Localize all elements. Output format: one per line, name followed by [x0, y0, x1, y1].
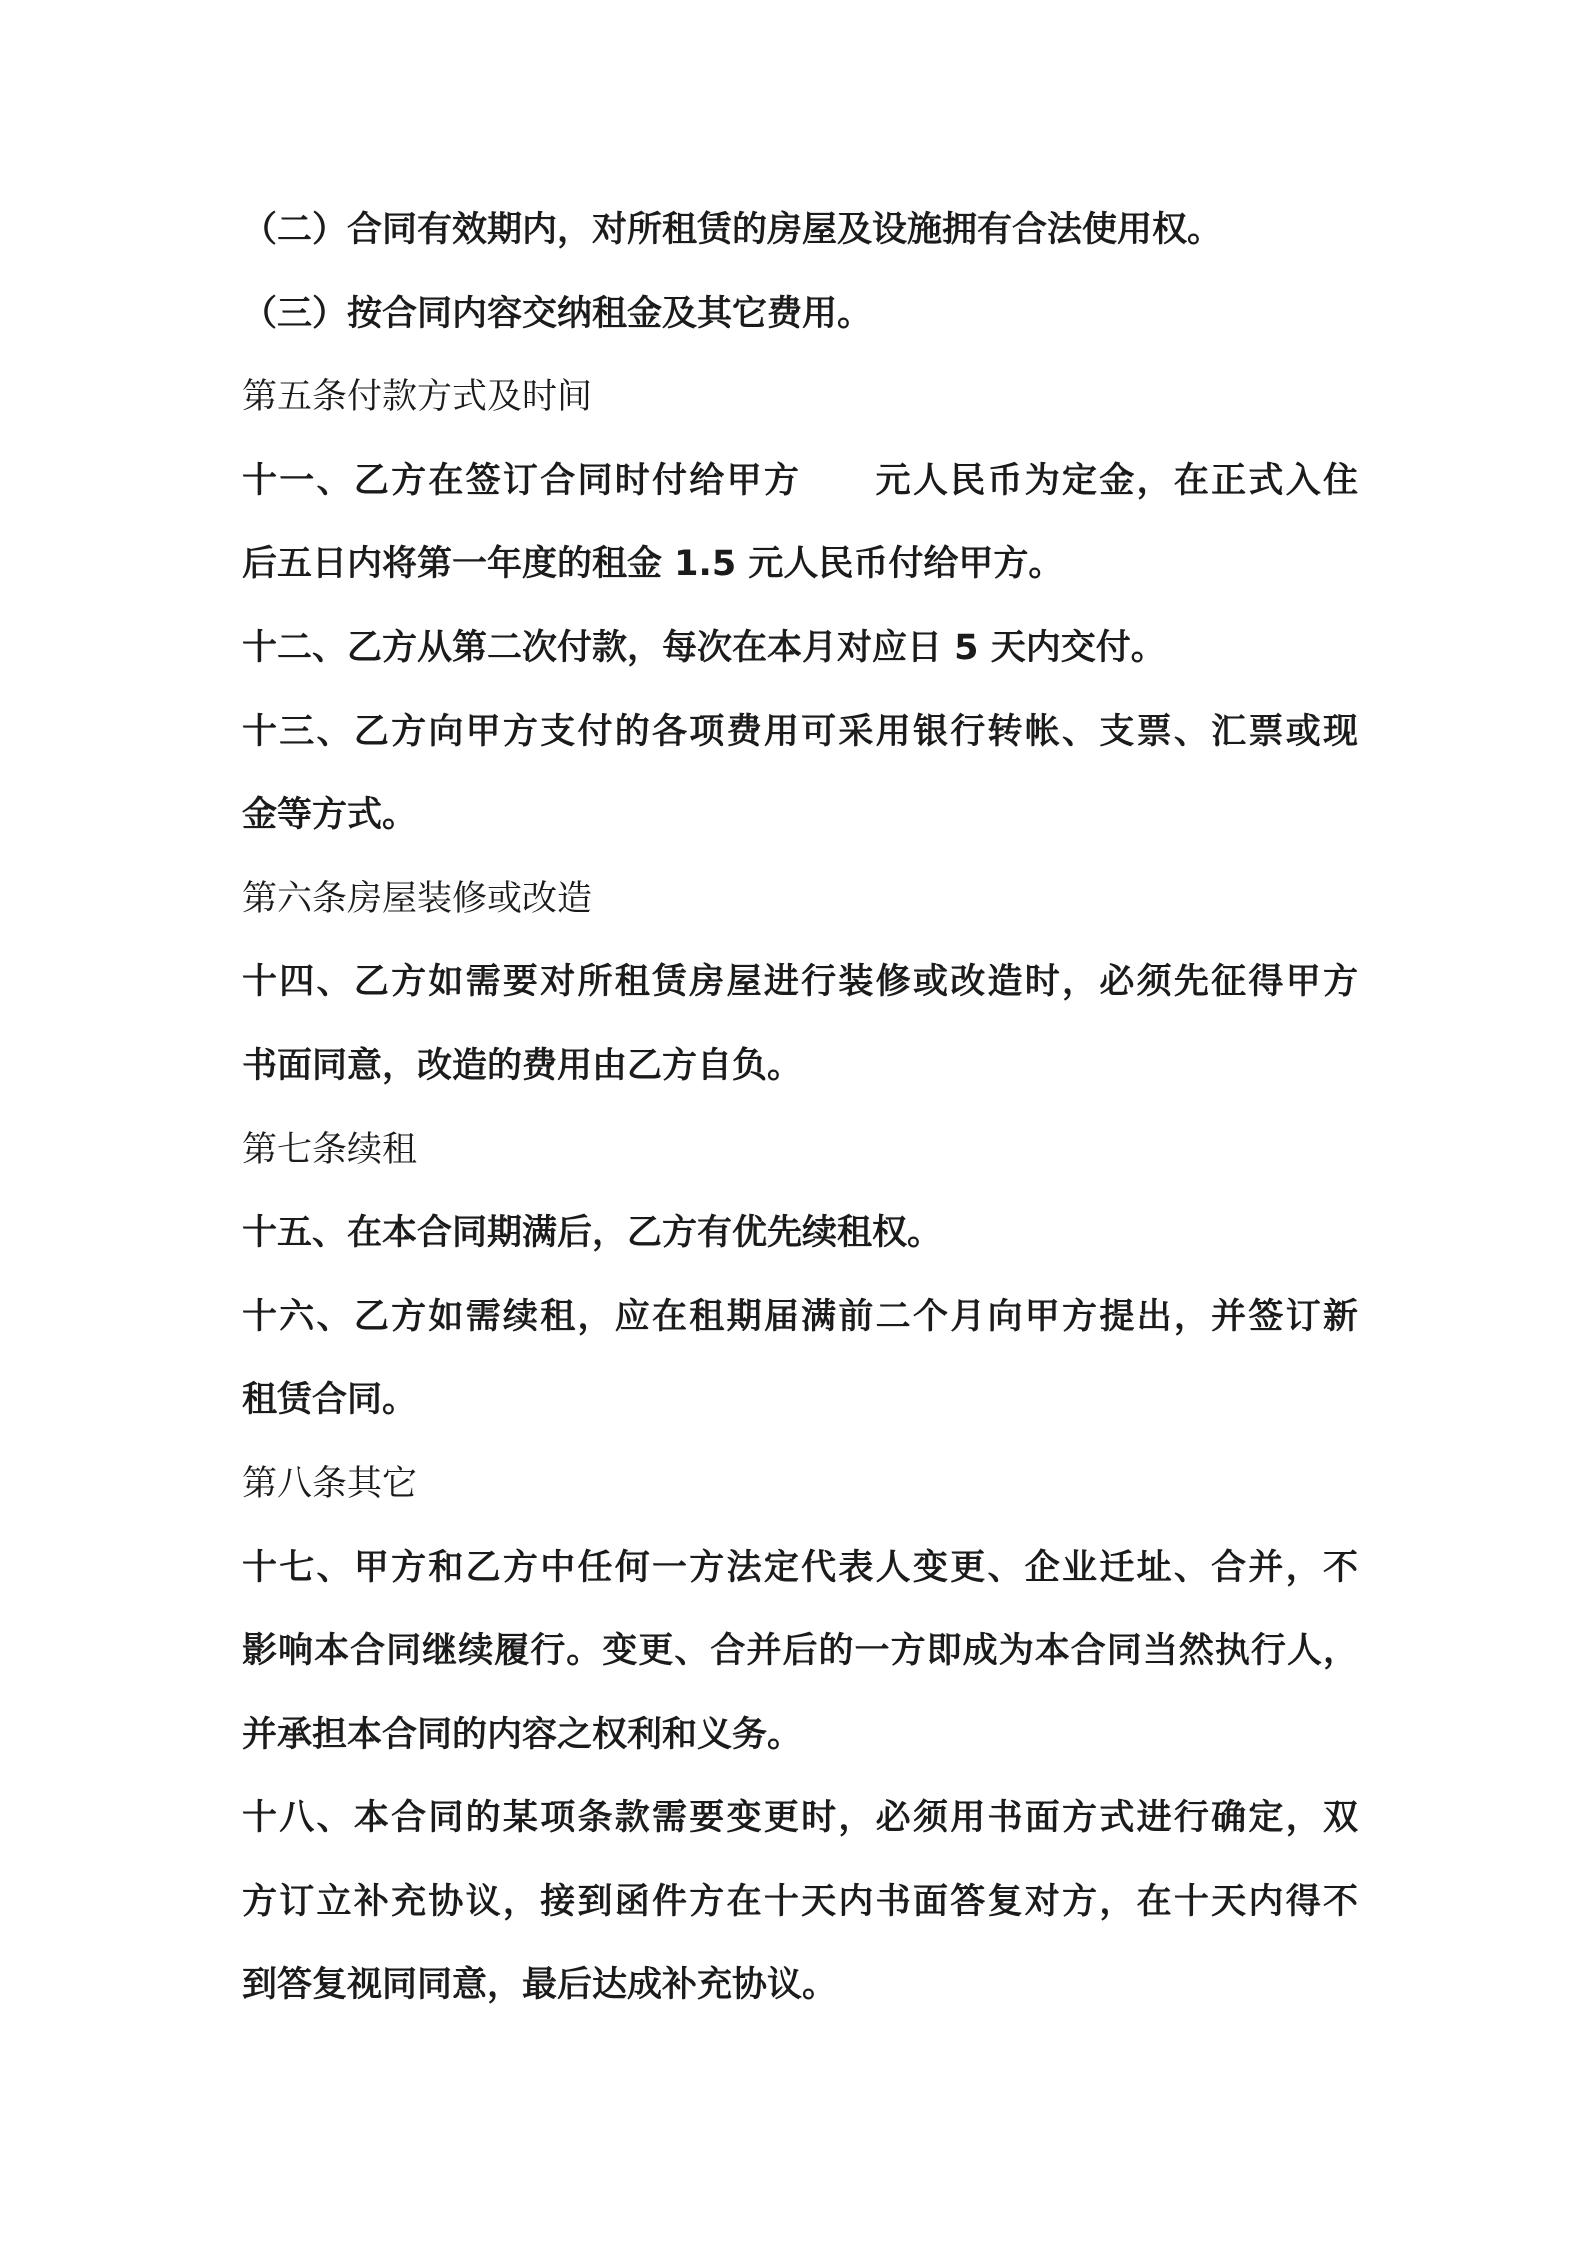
section-heading: [242, 1109, 1358, 1193]
document-body: [242, 189, 1358, 2028]
clause-line: （二）合同有效期内，对所租赁的房屋及设施拥有合法使用权。: [242, 210, 1223, 250]
clause-paragraph: [242, 1527, 1358, 1778]
clause-paragraph: [242, 273, 1358, 357]
section-heading-text: 第七条续租: [242, 1129, 418, 1170]
clause-line: 影响本合同继续履行。变更、合并后的一方即成为本合同当然执行人，: [242, 1631, 1358, 1672]
clause-line: 到答复视同同意，最后达成补充协议。: [242, 1965, 838, 2006]
clause-paragraph: [242, 941, 1358, 1108]
clause-line: 十八、本合同的某项条款需要变更时，必须用书面方式进行确定，双: [242, 1798, 1358, 1839]
clause-line: 十一、乙方在签订合同时付给甲方 元人民币为定金，在正式入住: [242, 460, 1358, 501]
clause-paragraph: [242, 1777, 1358, 2028]
clause-paragraph: [242, 189, 1358, 273]
section-heading: [242, 1443, 1358, 1527]
section-heading: [242, 858, 1358, 942]
clause-line: 并承担本合同的内容之权利和义务。: [242, 1714, 803, 1755]
clause-paragraph: [242, 1276, 1358, 1443]
clause-paragraph: [242, 440, 1358, 607]
clause-line: 十五、在本合同期满后，乙方有优先续租权。: [242, 1213, 943, 1254]
clause-line: （三）按合同内容交纳租金及其它费用。: [242, 293, 873, 334]
clause-line: 十四、乙方如需要对所租赁房屋进行装修或改造时，必须先征得甲方: [242, 962, 1358, 1003]
clause-paragraph: [242, 1192, 1358, 1276]
clause-line: 租赁合同。: [242, 1380, 418, 1421]
section-heading-text: 第五条付款方式及时间: [242, 377, 593, 418]
clause-line: 书面同意，改造的费用由乙方自负。: [242, 1045, 803, 1086]
section-heading-text: 第八条其它: [242, 1463, 418, 1504]
section-heading: [242, 356, 1358, 440]
clause-line: 后五日内将第一年度的租金 1.5 元人民币付给甲方。: [242, 544, 1064, 585]
clause-paragraph: [242, 607, 1358, 691]
clause-paragraph: [242, 691, 1358, 858]
clause-line: 十三、乙方向甲方支付的各项费用可采用银行转帐、支票、汇票或现: [242, 711, 1358, 752]
section-heading-text: 第六条房屋装修或改造: [242, 878, 593, 919]
clause-line: 十二、乙方从第二次付款，每次在本月对应日 5 天内交付。: [242, 627, 1166, 668]
clause-line: 方订立补充协议，接到函件方在十天内书面答复对方，在十天内得不: [242, 1881, 1358, 1922]
clause-line: 十六、乙方如需续租，应在租期届满前二个月向甲方提出，并签订新: [242, 1296, 1358, 1337]
clause-line: 十七、甲方和乙方中任何一方法定代表人变更、企业迁址、合并，不: [242, 1547, 1358, 1588]
clause-line: 金等方式。: [242, 795, 418, 836]
